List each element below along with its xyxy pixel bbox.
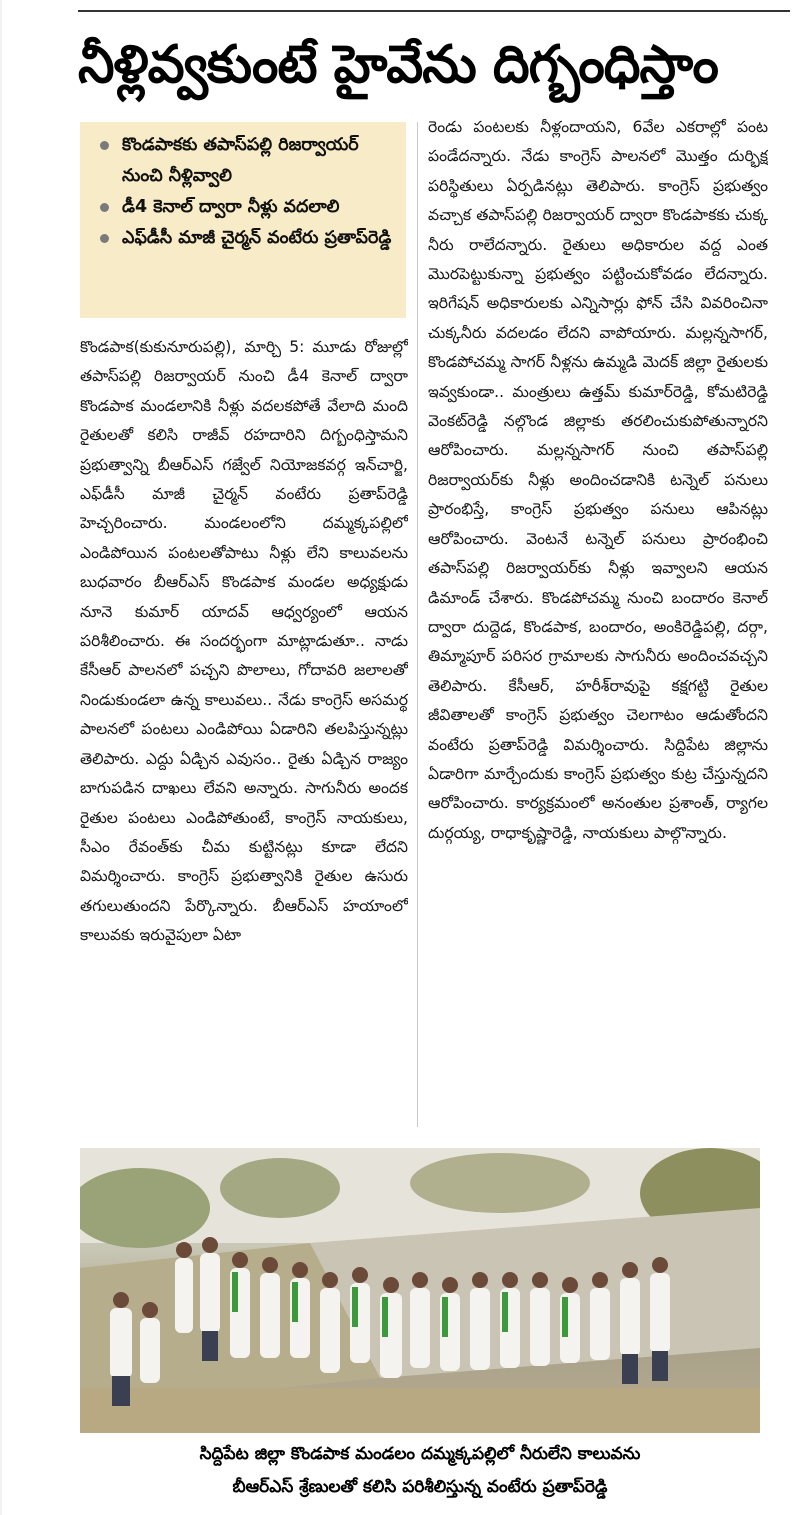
column-divider: [417, 122, 418, 1127]
highlight-item: ఎఫ్‌డీసీ మాజీ చైర్మన్ వంటేరు ప్రతాప్‌రెడ్డి: [96, 223, 398, 254]
headline: నీళ్లివ్వకుంటే హైవేను దిగ్బంధిస్తాం: [78, 35, 718, 95]
photo-illustration: [80, 1148, 760, 1433]
news-photo: [80, 1148, 760, 1433]
article-column-left: కొండపాక(కుకునూరుపల్లి), మార్చి 5: మూడు రోజుల్లో తపాస్‌పల్లి రిజర్వాయర్ నుంచి డీ4 కెనాల్ ద్వారా కొండపాక మండలానికి నీళ్లు వదలకపోతే వేలాది మంది రైతులతో కలిసి రాజీవ్ రహదారిని దిగ్బంధిస్తామని ప్రభుత్వాన్ని బీఆర్ఎస్ గజ్వేల్ నియోజకవర్గ ఇన్‌చార్జి, ఎఫ్‌డీసీ మాజీ చైర్మన్ వంటేరు ప్రతాప్‌రెడ్డి హెచ్చరించారు. మండలంలోని దమ్మక్కపల్లిలో ఎండిపోయిన పంటలతోపాటు నీళ్లు లేని కాలువలను బుధవారం బీఆర్ఎస్ కొండపాక మండల అధ్యక్షుడు నూనె కుమార్ యాదవ్ ఆధ్వర్యంలో ఆయన పరిశీలించారు. ఈ సందర్భంగా మాట్లాడుతూ.. నాడు కేసీఆర్ పాలనలో పచ్చని పొలాలు, గోదావరి జలాలతో నిండుకుండలా ఉన్న కాలువలు.. నేడు కాంగ్రెస్ అసమర్థ పాలనలో పంటలు ఎండిపోయి ఏడారిని తలపిస్తున్నట్లు తెలిపారు. ఎద్దు ఏడ్చిన ఎవుసం.. రైతు ఏడ్చిన రాజ్యం బాగుపడిన దాఖలు లేవని అన్నారు. సాగునీరు అందక రైతుల పంటలు ఎండిపోతుంటే, కాంగ్రెస్ నాయకులు, సీఎం రేవంత్‌కు చీమ కుట్టినట్లు కూడా లేదని విమర్శించారు. కాంగ్రెస్ ప్రభుత్వానికి రైతుల ఉసురు తగులుతుందని పేర్కొన్నారు. బీఆర్ఎస్ హయాంలో కాలువకు ఇరువైపులా ఏటా: [80, 338, 408, 945]
caption-line: సిద్దిపేట జిల్లా కొండపాక మండలం దమ్మక్కపల్లిలో నీరులేని కాలువను: [199, 1444, 641, 1464]
caption-line: బీఆర్ఎస్ శ్రేణులతో కలిసి పరిశీలిస్తున్న వంటేరు ప్రతాప్‌రెడ్డి: [232, 1477, 608, 1497]
highlight-item: డీ4 కెనాల్ ద్వారా నీళ్లు వదలాలి: [96, 192, 398, 223]
photo-caption: [80, 1438, 760, 1504]
highlights-list: [80, 122, 406, 254]
highlight-item: కొండపాకకు తపాస్‌పల్లి రిజర్వాయర్ నుంచి నీళ్లివ్వాలి: [96, 130, 398, 192]
highlights-box: [80, 122, 406, 318]
page-edge: [0, 0, 2, 1515]
top-rule: [78, 10, 790, 12]
article-column-right: రెండు పంటలకు నీళ్లందాయని, 6వేల ఎకరాల్లో పంట పండేదన్నారు. నేడు కాంగ్రెస్ పాలనలో మొత్తం దుర్భిక్ష పరిస్థితులు ఏర్పడినట్లు తెలిపారు. కాంగ్రెస్ ప్రభుత్వం వచ్చాక తపాస్‌పల్లి రిజర్వాయర్ ద్వారా కొండపాకకు చుక్క నీరు రాలేదన్నారు. రైతులు అధికారుల వద్ద ఎంత మొరపెట్టుకున్నా ప్రభుత్వం పట్టించుకోవడం లేదన్నారు. ఇరిగేషన్ అధికారులకు ఎన్నిసార్లు ఫోన్ చేసి వివరించినా చుక్కనీరు వదలడం లేదని వాపోయారు. మల్లన్నసాగర్, కొండపోచమ్మ సాగర్ నీళ్లను ఉమ్మడి మెదక్ జిల్లా రైతులకు ఇవ్వకుండా.. మంత్రులు ఉత్తమ్ కుమార్‌రెడ్డి, కోమటిరెడ్డి వెంకట్‌రెడ్డి నల్గొండ జిల్లాకు తరలించుకుపోతున్నారని ఆరోపించారు. మల్లన్నసాగర్ నుంచి తపాస్‌పల్లి రిజర్వాయర్‌కు నీళ్లు అందించడానికి టన్నెల్ పనులు ప్రారంభిస్తే, కాంగ్రెస్ ప్రభుత్వం పనులు ఆపినట్లు ఆరోపించారు. వెంటనే టన్నెల్ పనులు ప్రారంభించి తపాస్‌పల్లి రిజర్వాయర్‌కు నీళ్లు ఇవ్వాలని ఆయన డిమాండ్ చేశారు. కొండపోచమ్మ నుంచి బందారం కెనాల్ ద్వారా దుద్దెడ, కొండపాక, బందారం, అంకిరెడ్డిపల్లి, దర్గా, తిమ్మాపూర్ పరిసర గ్రామాలకు సాగునీరు అందించవచ్చని తెలిపారు. కేసీఆర్, హరీశ్‌రావుపై కక్షగట్టి రైతుల జీవితాలతో కాంగ్రెస్ ప్రభుత్వం చెలగాటం ఆడుతోందని వంటేరు ప్రతాప్‌రెడ్డి విమర్శించారు. సిద్దిపేట జిల్లాను ఏడారిగా మార్చేందుకు కాంగ్రెస్ ప్రభుత్వం కుట్ర చేస్తున్నదని ఆరోపించారు. కార్యక్రమంలో అనంతుల ప్రశాంత్, ర్యాగల దుర్గయ్య, రాధాకృష్ణారెడ్డి, నాయకులు పాల్గొన్నారు.: [428, 118, 768, 842]
